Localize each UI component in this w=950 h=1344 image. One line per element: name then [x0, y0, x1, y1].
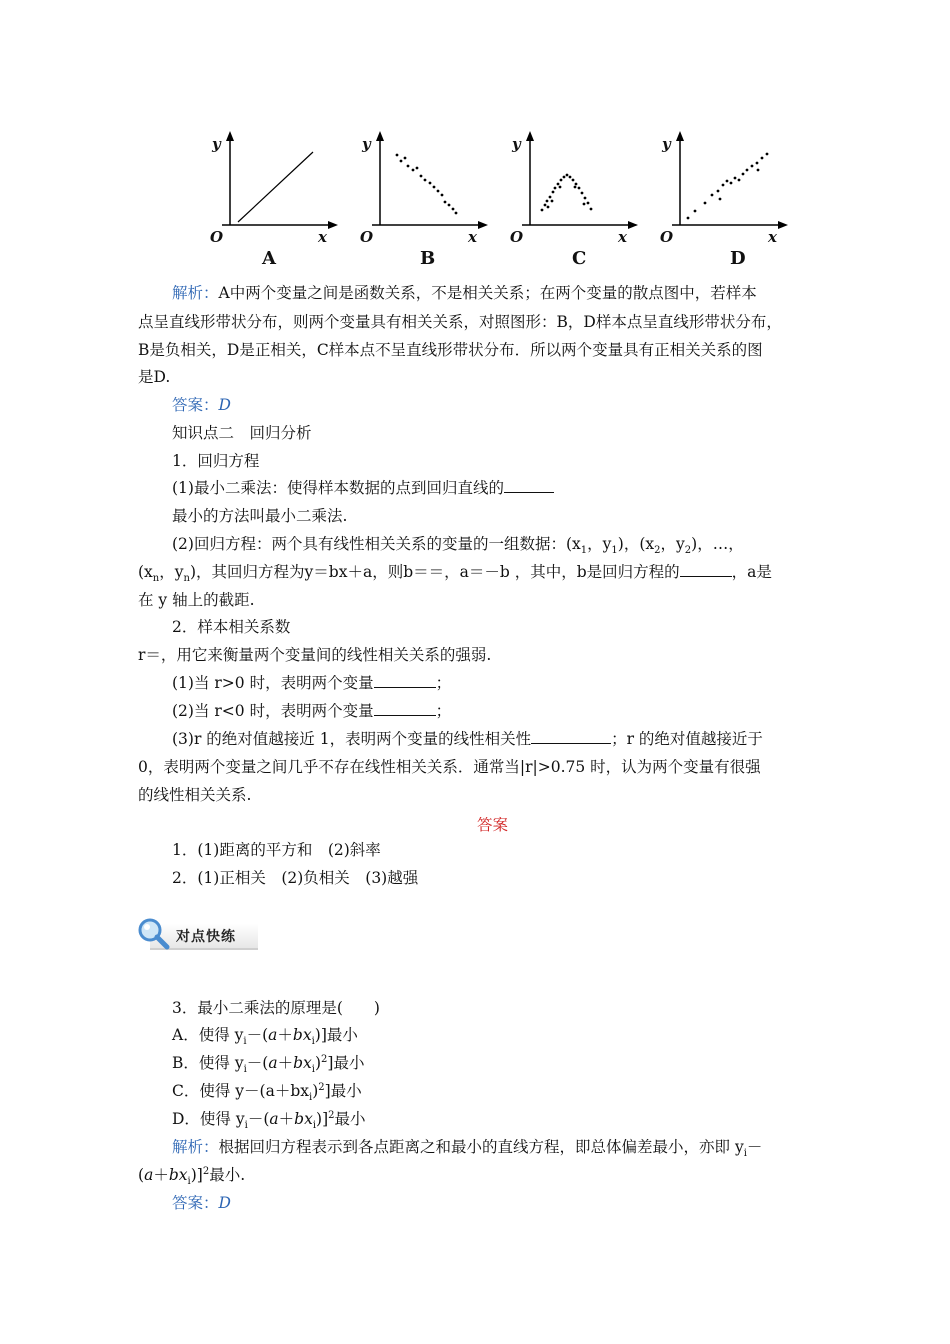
answers-line1: 1．(1)距离的平方和 (2)斜率 — [172, 841, 381, 859]
figure-a-plot — [200, 125, 340, 245]
x-axis-label: x — [468, 228, 477, 246]
function-line — [238, 152, 313, 222]
answer-label: 答案： — [172, 1194, 219, 1212]
q3-option-b: B．使得 $y_i-(a+bx_i)^2$]最小 — [172, 1053, 365, 1076]
answer-label: 答案： — [172, 396, 219, 414]
origin-label: O — [360, 228, 374, 246]
y-axis-label: y — [212, 135, 221, 153]
analysis3-line1: 解析：根据回归方程表示到各点距离之和最小的直线方程，即总体偏差最小，亦即 $y_i-$ — [172, 1138, 763, 1160]
answer3 — [172, 1193, 231, 1213]
kp2-s2: 2．样本相关系数 — [172, 618, 291, 636]
fill-blank — [531, 729, 611, 744]
kp2-s2-2: (2)当 r<0 时，表明两个变量 ； — [172, 702, 452, 720]
kp2-title: 知识点二 回归分析 — [172, 424, 312, 442]
kp2-s2-3a: (3)r 的绝对值越接近 1，表明两个变量的线性相关性 ；r 的绝对值越接近于 — [172, 730, 763, 748]
kp2-s1-1a: (1)最小二乘法：使得样本数据的点到回归直线的 — [172, 478, 554, 498]
fill-blank — [374, 673, 436, 688]
answers-title: 答案 — [476, 816, 508, 834]
practice-banner — [136, 916, 260, 952]
analysis1-line4: 是D. — [138, 368, 171, 386]
figure-label: B — [420, 248, 436, 269]
answer1 — [172, 395, 231, 415]
answers-line2: 2．(1)正相关 (2)负相关 (3)越强 — [172, 869, 419, 887]
x-axis-label: x — [318, 228, 327, 246]
analysis1-line3: B是负相关，D是正相关，C样本点不呈直线形带状分布．所以两个变量具有正相关关系的图 — [138, 341, 763, 359]
analysis-label: 解析： — [172, 284, 219, 302]
figure-label: A — [262, 248, 276, 269]
x-axis-label: x — [768, 228, 777, 246]
origin-label: O — [210, 228, 224, 246]
figure-c — [500, 125, 630, 275]
figure-b — [350, 125, 480, 275]
kp2-s2-r: r＝，用它来衡量两个变量间的线性相关关系的强弱. — [138, 646, 492, 664]
kp2-s2-1: (1)当 r>0 时，表明两个变量 ； — [172, 674, 452, 692]
scatter-points — [396, 154, 458, 215]
y-axis-label: y — [362, 135, 371, 153]
kp2-s2-3d: 的线性相关关系. — [138, 786, 252, 804]
q3-option-c: C．使得 $y-(a+bx_i)^2$]最小 — [172, 1081, 362, 1104]
answer-value: D — [218, 1194, 231, 1212]
figure-b-plot — [350, 125, 490, 245]
scatter-points — [687, 153, 769, 220]
figure-row — [200, 125, 800, 275]
figure-d-plot — [650, 125, 790, 245]
analysis1-line2: 点呈直线形带状分布，则两个变量具有相关关系，对照图形：B，D样本点呈直线形带状分布， — [138, 313, 782, 331]
analysis1-line1: 解析：A中两个变量之间是函数关系，不是相关关系；在两个变量的散点图中，若样本 — [172, 284, 757, 302]
scatter-points — [541, 174, 593, 212]
y-axis-label: y — [512, 135, 521, 153]
kp2-s1: 1．回归方程 — [172, 452, 260, 470]
origin-label: O — [510, 228, 524, 246]
q3-option-d: D．使得 $y_i-(a+bx_i)]^2$最小 — [172, 1109, 366, 1132]
x-axis-label: x — [618, 228, 627, 246]
kp2-s1-2b: ($x_n$，$y_n$)，其回归方程为y＝bx＋a，则b＝＝，a＝－b ，其中，b是回归方程的 ，a是 — [138, 563, 772, 585]
figure-label: C — [572, 248, 587, 269]
kp2-s2-3c: 0，表明两个变量之间几乎不存在线性相关关系．通常当|r|>0.75 时，认为两个变量有很强 — [138, 758, 761, 776]
figure-c-plot — [500, 125, 640, 245]
banner-text: 对点快练 — [176, 929, 236, 945]
magnifier-icon — [136, 916, 172, 952]
kp2-s1-2c: 在 y 轴上的截距. — [138, 591, 255, 609]
fill-blank — [504, 478, 554, 493]
fill-blank — [680, 562, 732, 577]
origin-label: O — [660, 228, 674, 246]
answer-value: D — [218, 396, 231, 414]
y-axis-label: y — [662, 135, 671, 153]
kp2-s1-2a: (2)回归方程：两个具有线性相关关系的变量的一组数据：($x_1$，$y_1$)，($x_2$，$y_2$)，…， — [172, 535, 744, 557]
q3-stem: 3．最小二乘法的原理是( ) — [172, 999, 380, 1017]
figure-label: D — [730, 248, 746, 269]
figure-d — [650, 125, 780, 275]
kp2-s1-1b: 最小的方法叫最小二乘法. — [172, 507, 348, 525]
analysis-label: 解析： — [172, 1138, 219, 1156]
q3-option-a: A．使得 $y_i-(a+bx_i)$]最小 — [172, 1026, 358, 1048]
analysis3-line2: $(a+bx_i)]^2$最小. — [138, 1165, 246, 1188]
fill-blank — [374, 701, 436, 716]
figure-a — [200, 125, 330, 275]
